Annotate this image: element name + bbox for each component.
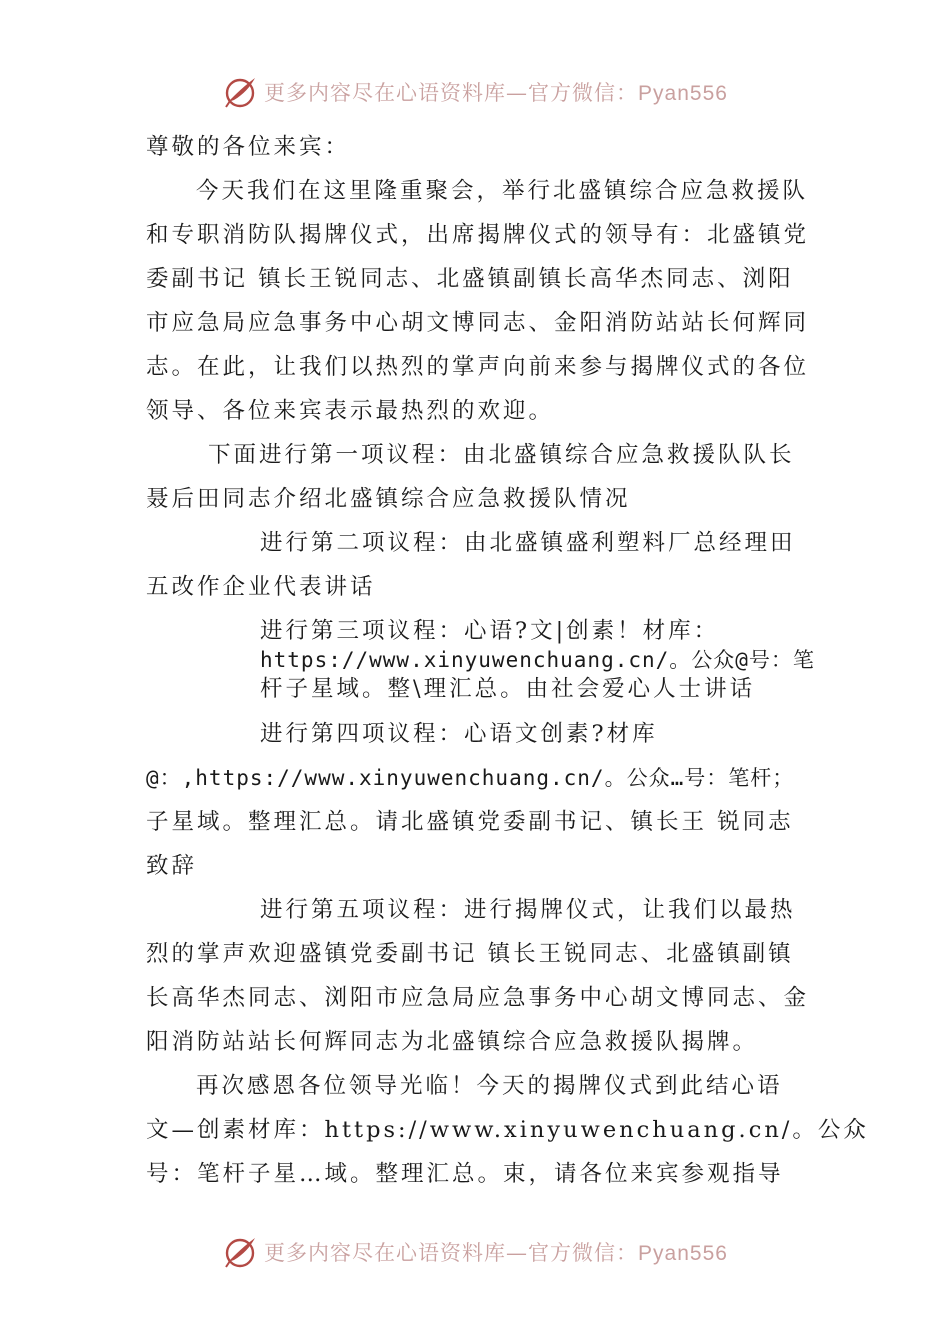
paragraph-line: 领导、各位来宾表示最热烈的欢迎。 bbox=[146, 398, 555, 424]
closing-line-url: 文—创素材库：https://www.xinyuwenchuang.cn/。公众 bbox=[146, 1117, 869, 1143]
header-banner bbox=[0, 72, 950, 112]
header-banner-text: 更多内容尽在心语资料库—官方微信：Pyan556 bbox=[264, 81, 728, 105]
agenda-item-5-cont: 烈的掌声欢迎盛镇党委副书记 镇长王锐同志、北盛镇副镇 bbox=[146, 941, 794, 967]
agenda-item-3-cont: 杆子星域。整\理汇总。由社会爱心人士讲话 bbox=[260, 676, 756, 702]
agenda-item-5-end: 阳消防站站长何辉同志为北盛镇综合应急救援队揭牌。 bbox=[146, 1029, 759, 1055]
paragraph-line: 委副书记 镇长王锐同志、北盛镇副镇长高华杰同志、浏阳 bbox=[146, 266, 794, 292]
paragraph-line: 和专职消防队揭牌仪式，出席揭牌仪式的领导有：北盛镇党 bbox=[146, 222, 810, 248]
closing-line: 再次感恩各位领导光临！今天的揭牌仪式到此结心语 bbox=[196, 1073, 783, 1099]
paragraph-line: 志。在此，让我们以热烈的掌声向前来参与揭牌仪式的各位 bbox=[146, 354, 810, 380]
agenda-item-4-end: 致辞 bbox=[146, 853, 198, 879]
agenda-item-1: 下面进行第一项议程：由北盛镇综合应急救援队队长 bbox=[208, 442, 795, 468]
paragraph-line: 市应急局应急事务中心胡文博同志、金阳消防站站长何辉同 bbox=[146, 310, 810, 336]
agenda-item-1-cont: 聂后田同志介绍北盛镇综合应急救援队情况 bbox=[146, 486, 631, 512]
agenda-item-4: 进行第四项议程：心语文创素?材库 bbox=[260, 721, 658, 747]
agenda-item-5-cont: 长高华杰同志、浏阳市应急局应急事务中心胡文博同志、金 bbox=[146, 985, 810, 1011]
salutation: 尊敬的各位来宾： bbox=[146, 134, 351, 160]
agenda-item-3-url: https://www.xinyuwenchuang.cn/。公众@号：笔 bbox=[260, 648, 815, 672]
agenda-item-2: 进行第二项议程：由北盛镇盛利塑料厂总经理田 bbox=[260, 530, 796, 556]
agenda-item-3: 进行第三项议程：心语?文|创素！材库： bbox=[260, 618, 720, 644]
header-wechat-id: Pyan556 bbox=[638, 82, 728, 105]
agenda-item-4-cont: 子星域。整理汇总。请北盛镇党委副书记、镇长王 锐同志 bbox=[146, 809, 794, 835]
paragraph-line: 今天我们在这里隆重聚会，举行北盛镇综合应急救援队 bbox=[196, 178, 809, 204]
agenda-item-4-url: @：,https://www.xinyuwenchuang.cn/。公众…号：笔杆； bbox=[146, 766, 795, 790]
closing-line-end: 号：笔杆子星…域。整理汇总。束，请各位来宾参观指导 bbox=[146, 1161, 784, 1187]
footer-wechat-id: Pyan556 bbox=[638, 1242, 728, 1265]
document-body bbox=[146, 125, 869, 1196]
quill-logo-icon bbox=[222, 1234, 258, 1270]
agenda-item-2-cont: 五改作企业代表讲话 bbox=[146, 574, 376, 600]
quill-logo-icon bbox=[222, 74, 258, 110]
footer-banner-text: 更多内容尽在心语资料库—官方微信：Pyan556 bbox=[264, 1241, 728, 1265]
footer-banner bbox=[0, 1232, 950, 1272]
agenda-item-5: 进行第五项议程：进行揭牌仪式，让我们以最热 bbox=[260, 897, 796, 923]
